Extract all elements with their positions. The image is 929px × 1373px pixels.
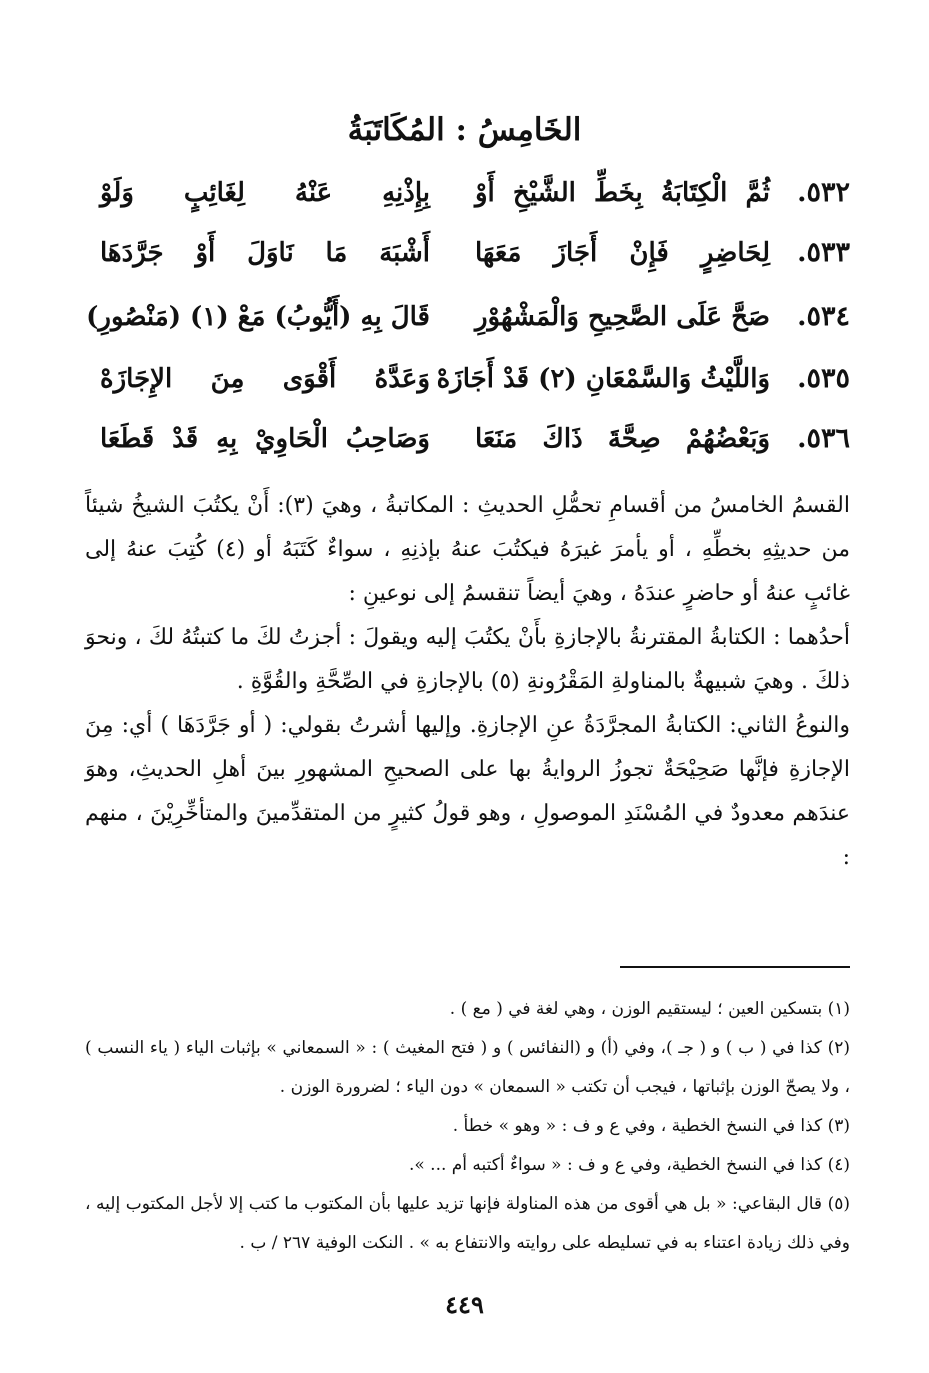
verse-line bbox=[86, 292, 850, 342]
footnote: (٢) كذا في ( ب ) و ( جـ )، وفي (أ) و (النفائس ) و ( فتح المغيث ) : « السمعاني » بإثبات الياء ( ياء النسب ) ، ولا يصحّ الوزن بإثباتها ، فيجب أن تكتب « السمعان » دون الياء ؛ لضرورة الوزن . bbox=[85, 1038, 850, 1097]
verse-number: ٥٣٦. bbox=[797, 423, 850, 454]
commentary-paragraph: أحدُهما : الكتابةُ المقترنةُ بالإجازةِ بأَنْ يكتُبَ إليه ويقولَ : أجزتُ لكَ ما كتبتُهُ لكَ ، ونحوَ ذلكَ . وهيَ شبيهةٌ بالمناولةِ المَقْرُونةِ (٥) بالإجازةِ في الصِّحَّةِ والقُوَّةِ . bbox=[85, 625, 850, 694]
verse-second-hemistich: بِإِذْنِهِ عَنْهُ لِغَائِبٍ وَلَوْ bbox=[100, 178, 430, 208]
commentary-paragraph: والنوعُ الثاني: الكتابةُ المجرَّدَةُ عنِ الإجازةِ. وإليها أشرتُ بقولي: ( أو جَرَّدَهَا ) أي: مِنَ الإجازةِ فإنَّها صَحِيْحَةٌ تجوزُ الروايةُ بها على الصحيحِ المشهورِ بينَ أهلِ الحديثِ، وهوَ عندَهم معدودٌ في المُسْنَدِ الموصولِ ، وهو قولُ كثيرٍ من المتقدِّمينَ والمتأخِّرِيْنَ ، منهم : bbox=[85, 713, 850, 870]
footnote-separator bbox=[620, 966, 850, 968]
commentary-text bbox=[85, 484, 850, 880]
verse-first-hemistich: ثُمَّ الْكِتَابَةُ بِخَطِّ الشَّيْخِ أَوْ bbox=[475, 178, 770, 208]
footnote: (٤) كذا في النسخ الخطية، وفي ع و ف : « سواءٌ أكتبه أم ... ». bbox=[408, 1155, 850, 1175]
verse-first-hemistich: صَحَّ عَلَى الصَّحِيحِ وَالْمَشْهُوْرِ bbox=[475, 302, 770, 332]
verse-first-hemistich: وَاللَّيْثُ وَالسَّمْعَانِ (٢) قَدْ أَجَازَهْ bbox=[436, 364, 770, 394]
commentary-paragraph: القسمُ الخامسُ من أقسامِ تحمُّلِ الحديثِ : المكاتبةُ ، وهيَ (٣): أَنْ يكتُبَ الشيخُ شيئاً من حديثِهِ بخطِّهِ ، أو يأمرَ غيرَهُ فيكتُبَ عنهُ بإذنِهِ ، سواءٌ كَتَبَهُ أو (٤) كُتِبَ عنهُ إلى غائبٍ عنهُ أو حاضرٍ عندَهُ ، وهيَ أيضاً تنقسمُ إلى نوعينِ : bbox=[85, 493, 850, 606]
verse-line bbox=[95, 228, 850, 278]
verse-number: ٥٣٤. bbox=[797, 301, 850, 332]
verse-first-hemistich: وَبَعْضُهُمْ صِحَّةَ ذَاكَ مَنَعَا bbox=[475, 424, 770, 454]
verse-second-hemistich: قَالَ بِهِ (أَيُّوبُ) مَعْ (١) (مَنْصُورِ) bbox=[86, 302, 430, 332]
verse-second-hemistich: أَشْبَهَ مَا نَاوَلَ أَوْ جَرَّدَهَا bbox=[100, 238, 430, 268]
verse-number: ٥٣٣. bbox=[797, 237, 850, 268]
verse-first-hemistich: لِحَاضِرٍ فَإِنْ أَجَازَ مَعَهَا bbox=[475, 238, 770, 268]
footnote: (٥) قال البقاعي: « بل هي أقوى من هذه المناولة فإنها تزيد عليها بأن المكتوب ما كتب إلا لأجل المكتوب إليه ، وفي ذلك زيادة اعتناء به في تسليطه على روايته والانتفاع به » . النكت الوفية ٢٦٧ / ب . bbox=[85, 1194, 850, 1253]
verse-line bbox=[95, 414, 850, 464]
footnotes bbox=[85, 990, 850, 1263]
verse-second-hemistich: وَعَدَّهُ أَقْوَى مِنَ الإِجَازَهْ bbox=[100, 364, 430, 394]
page-number: ٤٤٩ bbox=[445, 1290, 484, 1319]
verse-number: ٥٣٥. bbox=[797, 363, 850, 394]
footnote: (٣) كذا في النسخ الخطية ، وفي ع و ف : « وهو » خطأ . bbox=[452, 1116, 850, 1136]
verse-second-hemistich: وَصَاحِبُ الْحَاوِيْ بِهِ قَدْ قَطَعَا bbox=[100, 424, 430, 454]
verse-line bbox=[95, 168, 850, 218]
verse-number: ٥٣٢. bbox=[797, 177, 850, 208]
section-heading: الخَامِسُ : المُكَاتَبَةُ bbox=[347, 112, 582, 148]
footnote: (١) بتسكين العين ؛ ليستقيم الوزن ، وهي لغة في ( مع ) . bbox=[449, 999, 850, 1019]
verse-line bbox=[95, 354, 850, 404]
